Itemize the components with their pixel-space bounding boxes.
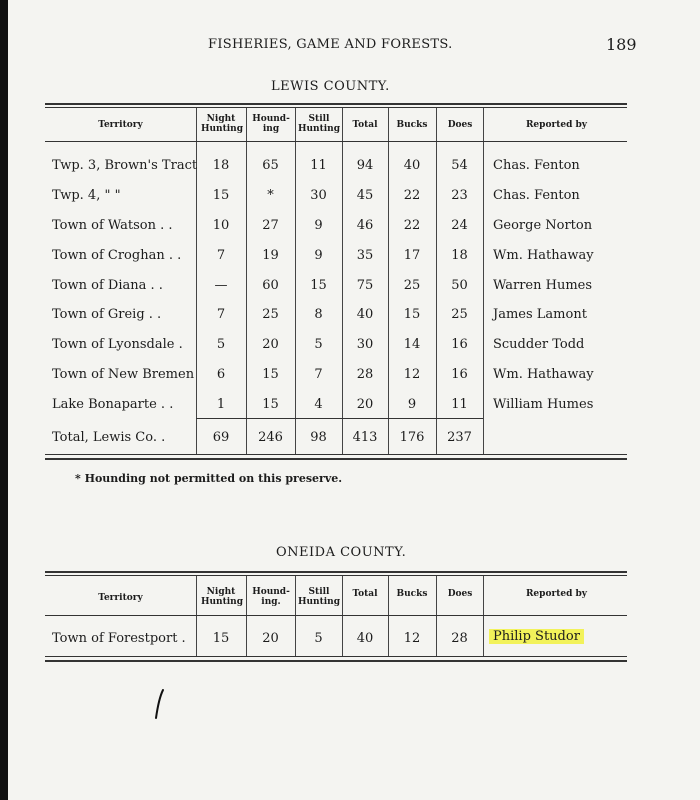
lewis-county-title: LEWIS COUNTY.: [271, 79, 390, 94]
cell-still: 9: [314, 248, 323, 263]
cell-total: 45: [356, 188, 374, 203]
header-reported-by: Reported by: [525, 120, 588, 130]
cell-still: 8: [314, 307, 323, 322]
cell-does: 23: [451, 188, 468, 203]
lewis-header-rule: [45, 141, 627, 142]
cell-does: 54: [451, 158, 468, 173]
cell-bucks: 9: [407, 397, 417, 412]
cell-still: 30: [310, 188, 327, 203]
totals-rule: [196, 418, 483, 419]
header-reported-by: Reported by: [525, 589, 588, 599]
cell-hounding-total: 246: [258, 430, 283, 445]
cell-bucks-total: 176: [399, 430, 425, 445]
cell-night: 1: [216, 397, 226, 412]
cell-territory: Town of Greig . .: [52, 307, 162, 322]
cell-territory: Lake Bonaparte . .: [52, 397, 174, 412]
oneida-bottom-rule: [45, 656, 627, 657]
cell-territory: Town of Watson . .: [52, 218, 173, 233]
cell-hounding: *: [267, 188, 274, 203]
cell-hounding: 20: [262, 631, 279, 646]
cell-night: —: [214, 278, 228, 293]
oneida-county-title: ONEIDA COUNTY.: [276, 545, 407, 560]
cell-still: 7: [314, 367, 323, 382]
cell-night: 15: [212, 188, 230, 203]
lewis-bottom-rule: [45, 454, 627, 455]
cell-reported-by: Chas. Fenton: [493, 188, 580, 203]
cell-reported-by: Wm. Hathaway: [493, 248, 594, 263]
header-still-hunting: Still Hunting: [298, 587, 341, 607]
cell-total: 35: [356, 248, 374, 263]
cell-territory: Twp. 3, Brown's Tract: [52, 158, 198, 173]
footnote: * Hounding not permitted on this preserve.: [75, 472, 343, 485]
running-head: FISHERIES, GAME AND FORESTS.: [208, 37, 453, 52]
cell-reported-by-highlighted: Philip Studor: [489, 629, 584, 644]
cell-reported-by: Wm. Hathaway: [493, 367, 594, 382]
cell-reported-by: James Lamont: [493, 307, 587, 322]
header-hounding: Hound- ing.: [252, 587, 290, 607]
header-bucks: Bucks: [396, 589, 428, 599]
cell-territory: Town of New Bremen: [52, 367, 195, 382]
cell-hounding: 60: [262, 278, 279, 293]
header-territory: Territory: [98, 593, 143, 603]
cell-total: 40: [356, 631, 374, 646]
cell-reported-by: William Humes: [493, 397, 594, 412]
cell-does: 50: [451, 278, 468, 293]
cell-reported-by: George Norton: [493, 218, 593, 233]
cell-still: 4: [314, 397, 323, 412]
cell-night: 5: [216, 337, 226, 352]
cell-reported-by: Warren Humes: [493, 278, 593, 293]
cell-night: 10: [212, 218, 230, 233]
pen-mark: [153, 688, 167, 722]
header-hounding: Hound- ing: [252, 114, 290, 134]
cell-bucks: 22: [403, 218, 421, 233]
cell-territory: Town of Diana . .: [52, 278, 163, 293]
cell-night: 15: [212, 631, 230, 646]
cell-bucks: 12: [403, 367, 421, 382]
header-territory: Territory: [98, 120, 143, 130]
cell-total: 28: [356, 367, 374, 382]
cell-hounding: 19: [262, 248, 279, 263]
cell-territory: Town of Forestport .: [52, 631, 186, 646]
cell-does: 16: [451, 337, 468, 352]
lewis-top-rule: [45, 103, 627, 105]
cell-hounding: 15: [262, 367, 279, 382]
cell-night: 7: [216, 248, 226, 263]
header-does: Does: [447, 120, 473, 130]
header-night-hunting: Night Hunting: [201, 587, 244, 607]
oneida-top-rule: [45, 571, 627, 573]
cell-territory: Town of Lyonsdale .: [52, 337, 183, 352]
cell-does: 16: [451, 367, 468, 382]
header-total: Total: [352, 120, 378, 130]
lewis-bottom-rule-outer: [45, 458, 627, 460]
cell-hounding: 25: [262, 307, 279, 322]
cell-total-total: 413: [352, 430, 378, 445]
col-sep: [483, 576, 484, 656]
cell-night-total: 69: [212, 430, 230, 445]
cell-reported-by: Chas. Fenton: [493, 158, 580, 173]
cell-reported-by: Scudder Todd: [493, 337, 585, 352]
cell-bucks: 14: [403, 337, 421, 352]
cell-territory-total: Total, Lewis Co. .: [52, 430, 166, 445]
cell-total: 20: [356, 397, 374, 412]
cell-night: 18: [212, 158, 230, 173]
oneida-top-rule-inner: [45, 575, 627, 576]
header-bucks: Bucks: [396, 120, 428, 130]
cell-bucks: 15: [403, 307, 421, 322]
cell-does: 11: [451, 397, 468, 412]
book-page: [8, 0, 700, 800]
oneida-bottom-rule-outer: [45, 660, 627, 662]
cell-hounding: 27: [262, 218, 279, 233]
cell-bucks: 25: [403, 278, 421, 293]
header-still-hunting: Still Hunting: [298, 114, 341, 134]
header-does: Does: [447, 589, 473, 599]
cell-total: 40: [356, 307, 374, 322]
cell-total: 30: [356, 337, 374, 352]
cell-bucks: 40: [403, 158, 421, 173]
cell-does: 18: [451, 248, 468, 263]
cell-does: 25: [451, 307, 468, 322]
cell-hounding: 20: [262, 337, 279, 352]
cell-total: 94: [356, 158, 374, 173]
oneida-header-rule: [45, 615, 627, 616]
cell-territory: Town of Croghan . .: [52, 248, 182, 263]
cell-total: 46: [356, 218, 374, 233]
cell-still: 5: [314, 337, 323, 352]
cell-does-total: 237: [447, 430, 472, 445]
cell-still: 15: [310, 278, 327, 293]
cell-hounding: 65: [262, 158, 279, 173]
cell-hounding: 15: [262, 397, 279, 412]
col-sep: [483, 108, 484, 454]
cell-still: 5: [314, 631, 323, 646]
header-total: Total: [352, 589, 378, 599]
cell-night: 6: [216, 367, 226, 382]
cell-still: 11: [310, 158, 327, 173]
cell-still-total: 98: [310, 430, 327, 445]
cell-bucks: 22: [403, 188, 421, 203]
cell-night: 7: [216, 307, 226, 322]
cell-still: 9: [314, 218, 323, 233]
cell-does: 24: [451, 218, 468, 233]
cell-total: 75: [356, 278, 374, 293]
header-night-hunting: Night Hunting: [201, 114, 244, 134]
cell-bucks: 12: [403, 631, 421, 646]
page-number: 189: [606, 35, 637, 54]
lewis-top-rule-inner: [45, 107, 627, 108]
cell-bucks: 17: [403, 248, 421, 263]
cell-does: 28: [451, 631, 468, 646]
cell-territory: Twp. 4, " ": [52, 188, 121, 203]
